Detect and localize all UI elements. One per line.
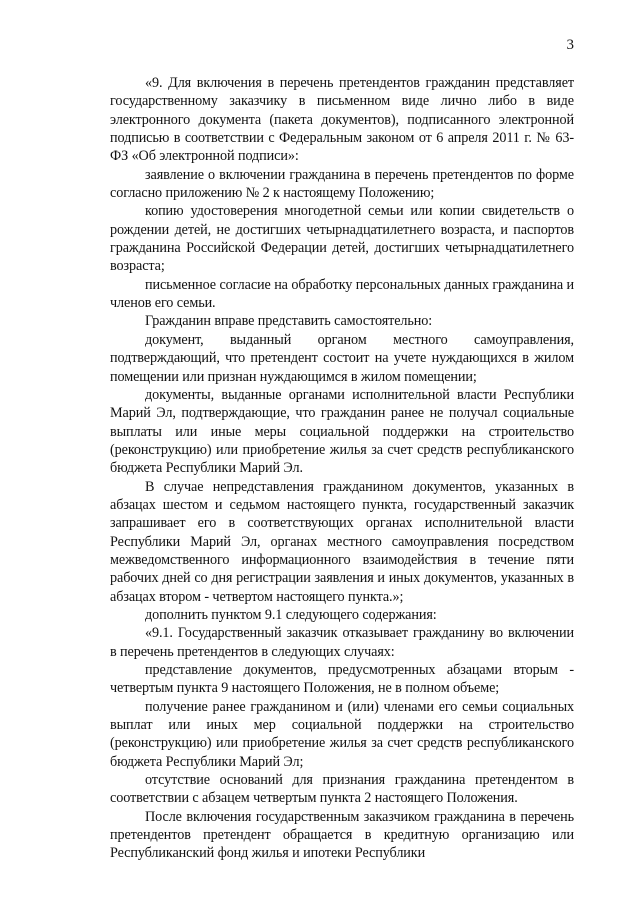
page-number: 3 <box>566 37 574 53</box>
paragraph: Гражданин вправе представить самостоятельно: <box>145 313 433 330</box>
paragraph: После включения государственным заказчиком гражданина в перечень претендентов претендент обращается в кредитную организацию или Республиканский фонд жилья и ипотеки Республики <box>110 808 574 862</box>
paragraph: «9.1. Государственный заказчик отказывает гражданину во включении в перечень претендентов в следующих случаях: <box>110 625 574 660</box>
paragraph: получение ранее гражданином и (или) членами его семьи социальных выплат или иных мер социальной поддержки на строительство (реконструкцию) или приобретение жилья за счет средств республиканского бюджета Республики Марий Эл; <box>110 698 574 770</box>
paragraph: В случае непредставления гражданином документов, указанных в абзацах шестом и седьмом настоящего пункта, государственный заказчик запрашивает его в соответствующих органах исполнительной власти Республики Марий Эл, органах местного самоуправления посредством межведомственного информационного взаимодействия в течение пяти рабочих дней со дня регистрации заявления и иных документов, указанных в абзацах втором - четвертом настоящего пункта.»; <box>110 478 574 605</box>
paragraph: письменное согласие на обработку персональных данных гражданина и членов его семьи. <box>110 276 574 312</box>
paragraph: копию удостоверения многодетной семьи или копии свидетельств о рождении детей, не достигших четырнадцатилетнего возраста, и паспортов гражданина Российской Федерации детей, достигших четырнадцатилетнего возраста; <box>110 203 574 275</box>
paragraph: документ, выданный органом местного самоуправления, подтверждающий, что претендент состоит на учете нуждающихся в жилом помещении или признан нуждающимся в жилом помещении; <box>110 331 574 385</box>
paragraph: отсутствие оснований для признания гражданина претендентом в соответствии с абзацем четвертым пункта 2 настоящего Положения. <box>110 772 574 807</box>
document-body <box>110 74 574 863</box>
paragraph: дополнить пунктом 9.1 следующего содержания: <box>145 606 437 623</box>
paragraph: представление документов, предусмотренных абзацами вторым - четвертым пункта 9 настоящего Положения, не в полном объеме; <box>110 662 574 697</box>
paragraph: «9. Для включения в перечень претендентов гражданин представляет государственному заказчику в письменном виде лично либо в виде электронного документа (пакета документов), подписанного электронной подписью в соответствии с Федеральным законом от 6 апреля 2011 г. № 63-ФЗ «Об электронной подписи»: <box>110 75 574 165</box>
paragraph: документы, выданные органами исполнительной власти Республики Марий Эл, подтверждающие, что гражданин ранее не получал социальные выплаты или иные меры социальной поддержки на строительство (реконструкцию) или приобретение жилья за счет средств республиканского бюджета Республики Марий Эл. <box>110 386 574 477</box>
paragraph: заявление о включении гражданина в перечень претендентов по форме согласно приложению № 2 к настоящему Положению; <box>110 166 574 202</box>
